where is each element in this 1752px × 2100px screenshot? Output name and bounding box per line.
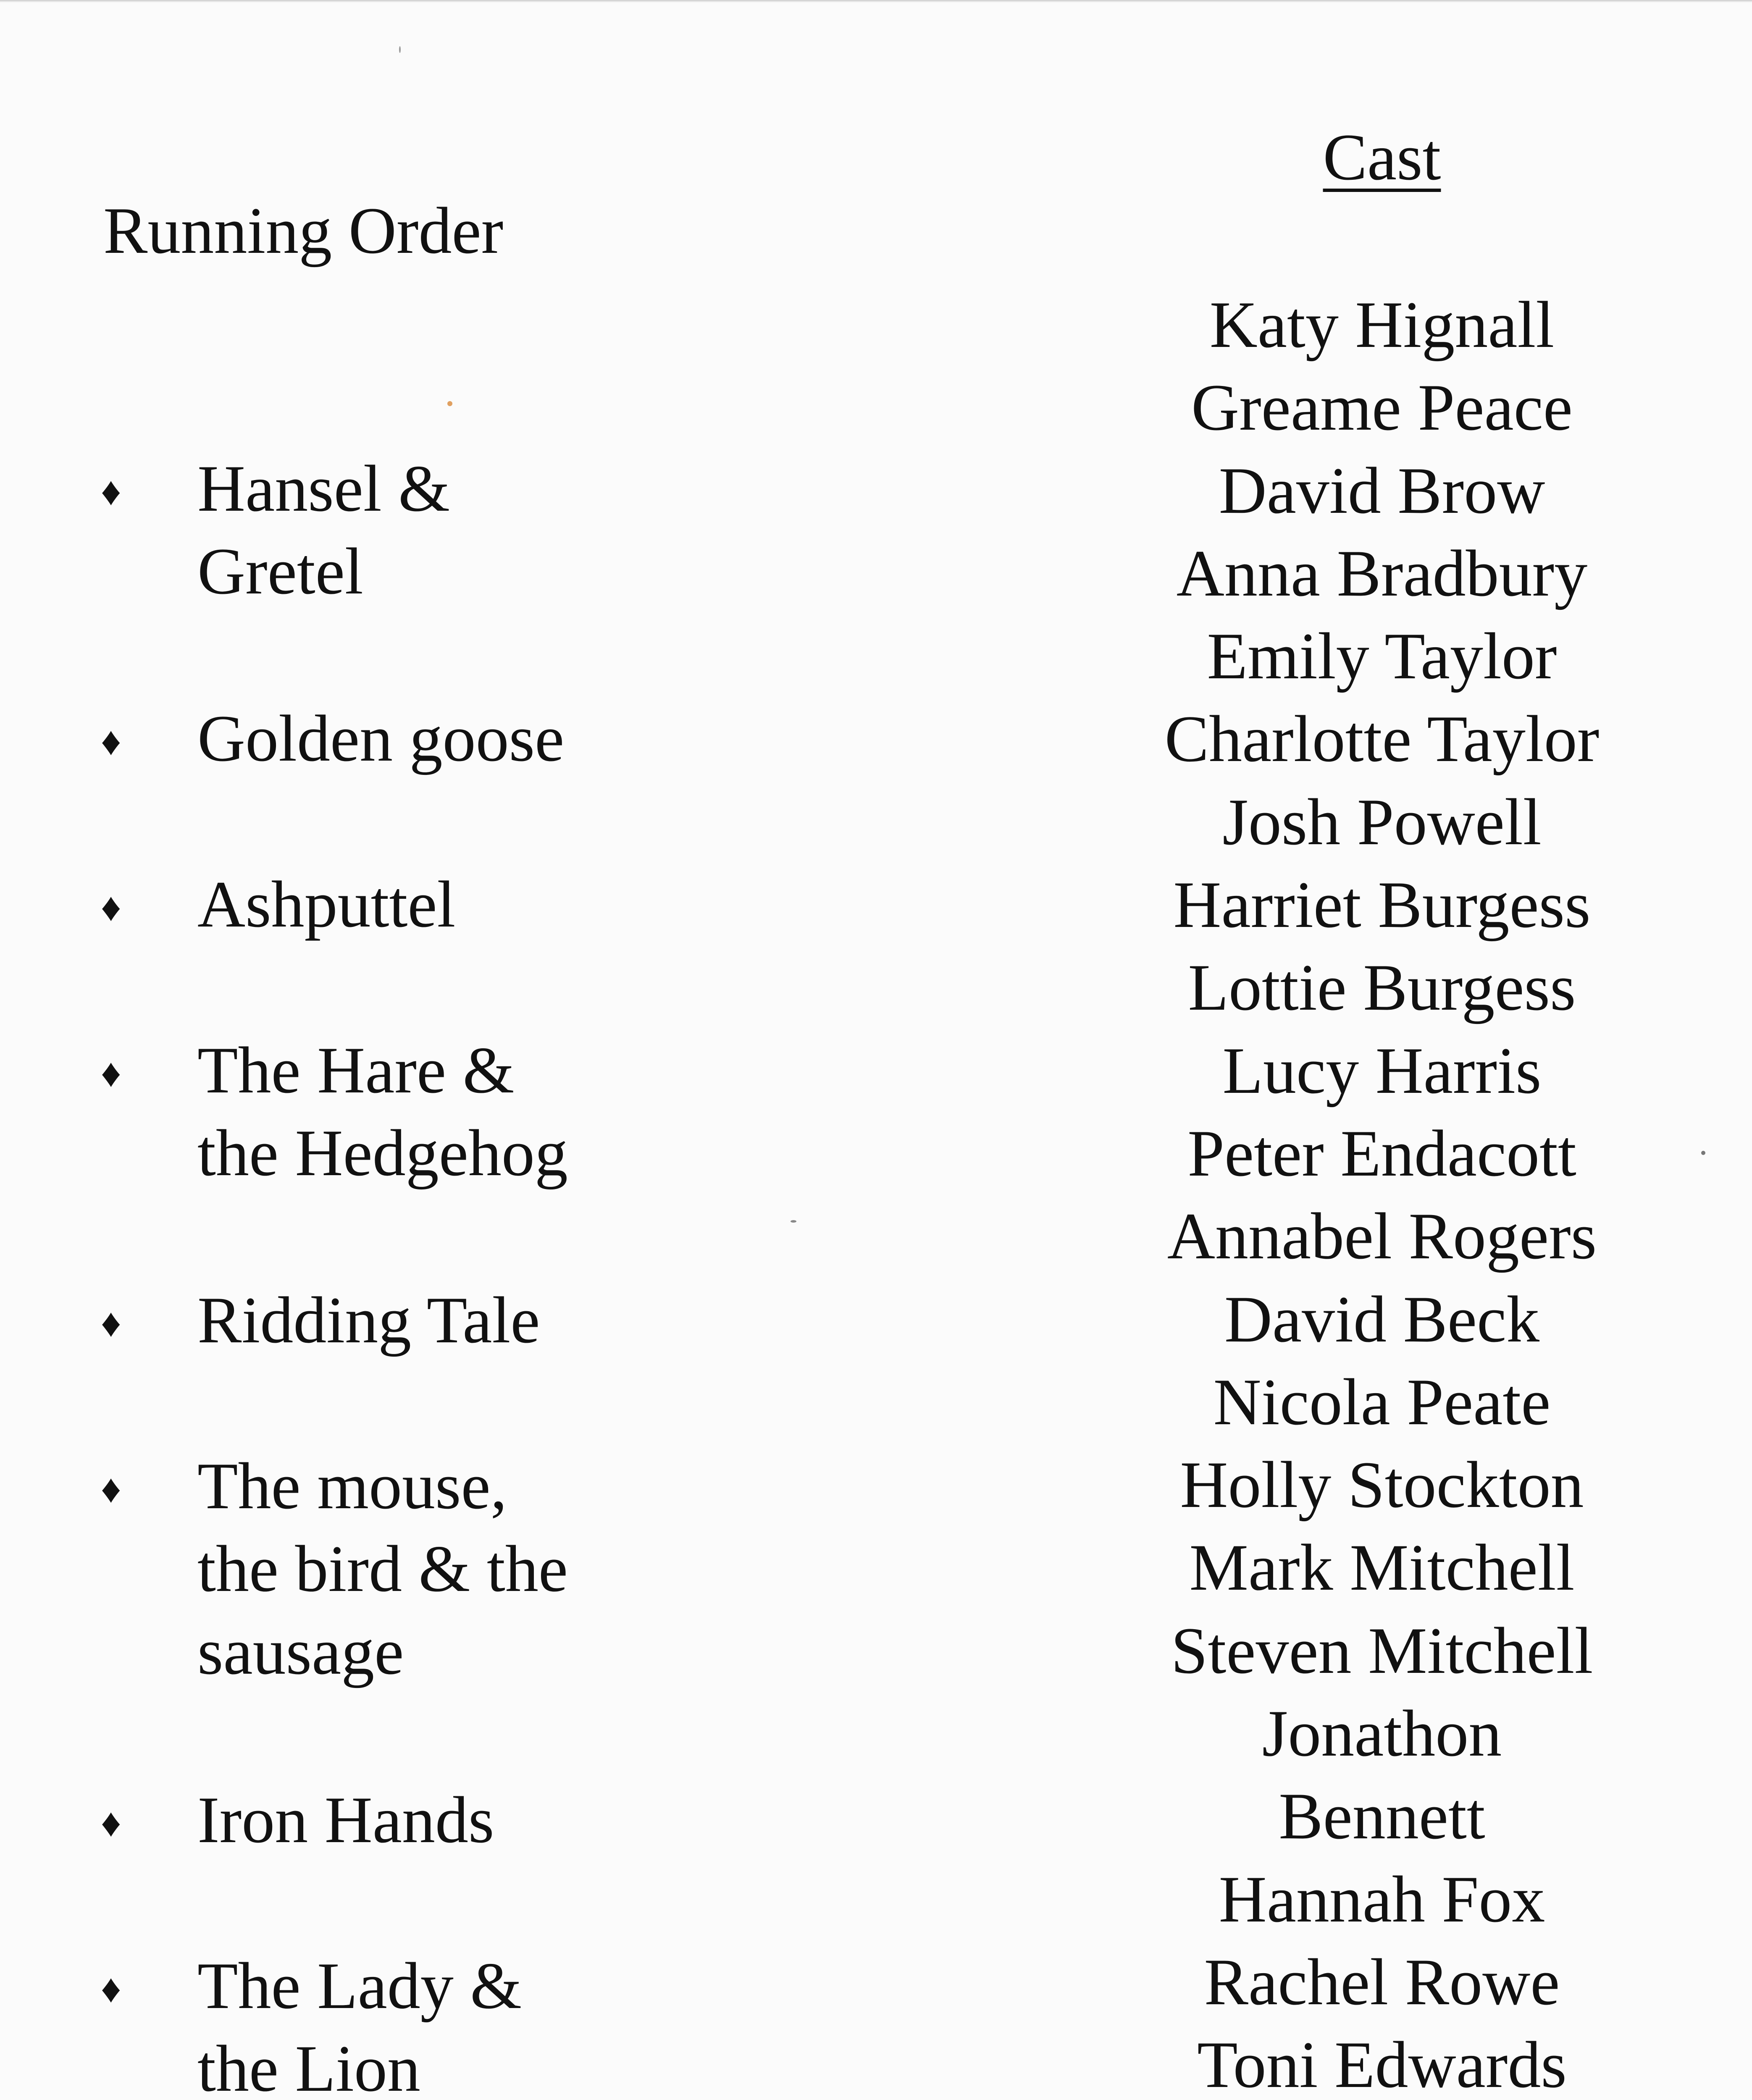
- story-title: [197, 697, 564, 780]
- diamond-bullet-icon: ♦: [101, 1801, 121, 1845]
- cast-member-name: Anna Bradbury: [1176, 536, 1588, 610]
- page-top-edge: [0, 0, 1752, 3]
- story-title-line: The Lady &: [197, 1949, 522, 2023]
- cast-member-name: David Beck: [1224, 1282, 1540, 1356]
- cast-member-name: Bennett: [1279, 1780, 1485, 1853]
- cast-member-name: Jonathon: [1262, 1697, 1502, 1771]
- cast-member-name: Rachel Rowe: [1204, 1945, 1560, 2019]
- diamond-bullet-icon: ♦: [101, 1966, 121, 2011]
- scan-speck: [1701, 1151, 1705, 1155]
- story-title-line: The Hare &: [197, 1034, 515, 1107]
- cast-member-name: Lucy Harris: [1222, 1034, 1542, 1108]
- cast-member-name: Katy Hignall: [1209, 288, 1555, 362]
- scan-speck: [791, 1220, 796, 1223]
- story-title-line: Hansel &: [197, 452, 450, 525]
- story-title-line: sausage: [197, 1615, 404, 1688]
- story-title: [197, 1945, 522, 2100]
- cast-member-name: Peter Endacott: [1187, 1116, 1576, 1190]
- diamond-bullet-icon: ♦: [101, 885, 121, 929]
- story-title-line: the bird & the: [197, 1532, 568, 1606]
- cast-list: [1113, 284, 1651, 2100]
- story-title: [197, 863, 455, 946]
- cast-member-name: Holly Stockton: [1180, 1448, 1584, 1522]
- cast-member-name: Josh Powell: [1222, 785, 1542, 859]
- cast-member-name: David Brow: [1219, 454, 1545, 528]
- cast-member-name: Harriet Burgess: [1173, 868, 1591, 942]
- cast-member-name: Greame Peace: [1191, 371, 1573, 445]
- scan-speck: [399, 46, 401, 53]
- cast-member-name: Steven Mitchell: [1171, 1614, 1593, 1688]
- story-title-line: Golden goose: [197, 702, 565, 775]
- story-title-line: Gretel: [197, 535, 363, 608]
- cast-member-name: Emily Taylor: [1207, 620, 1557, 693]
- running-order-heading: Running Order: [103, 194, 504, 268]
- diamond-bullet-icon: ♦: [101, 1467, 121, 1511]
- cast-member-name: Mark Mitchell: [1189, 1531, 1575, 1605]
- story-title-line: the Lion: [197, 2032, 420, 2100]
- scan-speck: [447, 401, 452, 406]
- story-title: [197, 1779, 494, 1861]
- cast-member-name: Lottie Burgess: [1188, 951, 1576, 1025]
- cast-member-name: Hannah Fox: [1219, 1862, 1545, 1936]
- cast-member-name: Nicola Peate: [1213, 1365, 1551, 1439]
- diamond-bullet-icon: ♦: [101, 1051, 121, 1095]
- diamond-bullet-icon: ♦: [101, 469, 121, 514]
- story-title-line: Ridding Tale: [197, 1284, 540, 1357]
- diamond-bullet-icon: ♦: [101, 1301, 121, 1345]
- cast-member-name: Toni Edwards: [1197, 2028, 1567, 2100]
- cast-member-name: Charlotte Taylor: [1164, 702, 1600, 776]
- story-title-line: Iron Hands: [197, 1783, 494, 1857]
- cast-member-name: Annabel Rogers: [1167, 1200, 1597, 1273]
- story-title: [197, 1029, 568, 1194]
- story-title-line: The mouse,: [197, 1449, 507, 1523]
- story-title: [197, 1445, 568, 1693]
- story-title: [197, 1279, 540, 1362]
- story-title-line: the Hedgehog: [197, 1116, 568, 1190]
- story-title-line: Ashputtel: [197, 868, 456, 941]
- story-title: [197, 447, 450, 613]
- diamond-bullet-icon: ♦: [101, 719, 121, 764]
- cast-heading: Cast: [1323, 121, 1441, 194]
